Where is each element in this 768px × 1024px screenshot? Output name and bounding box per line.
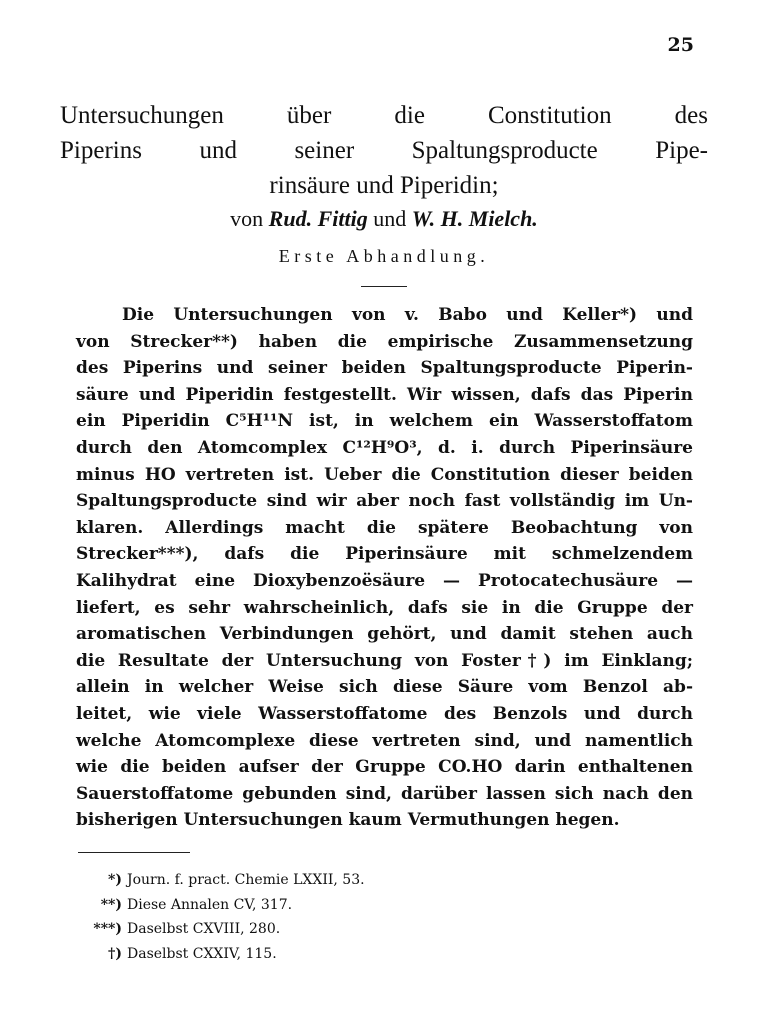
- title-line-2: Piperins und seiner Spaltungsproducte Pipe-: [60, 137, 708, 164]
- body-line: bisherigen Untersuchungen kaum Vermuthungen hegen.: [76, 810, 620, 831]
- body-line: aromatischen Verbindungen gehört, und damit stehen auch: [76, 624, 693, 645]
- body-line: durch den Atomcomplex C¹²H⁹O³, d. i. durch Piperinsäure: [76, 437, 693, 458]
- footnote-text: Journ. f. pract. Chemie LXXII, 53.: [127, 872, 365, 888]
- body-line: allein in welcher Weise sich diese Säure vom Benzol ab-: [76, 677, 693, 698]
- author-line: [60, 206, 708, 232]
- footnote-text: Daselbst CXXIV, 115.: [127, 945, 277, 962]
- body-line: leitet, wie viele Wasserstoffatome des Benzols und durch: [76, 703, 693, 724]
- footnote-mark: ***): [93, 921, 122, 937]
- title-line-1: Untersuchungen über die Constitution des: [60, 102, 708, 129]
- author-conjunction: und: [373, 206, 407, 231]
- body-line: Sauerstoffatome gebunden sind, darüber lassen sich nach den: [76, 783, 693, 804]
- title-divider: [361, 286, 407, 287]
- footnote: [60, 893, 660, 918]
- footnote-mark: *): [108, 872, 122, 888]
- body-paragraph: [76, 302, 693, 834]
- body-line: Die Untersuchungen von v. Babo und Keller*) und: [122, 305, 693, 325]
- body-line: welche Atomcomplexe diese vertreten sind, und namentlich: [76, 730, 693, 751]
- footnote-mark: **): [100, 896, 122, 913]
- body-line: Spaltungsproducte sind wir aber noch fast vollständig im Un-: [76, 491, 693, 512]
- author-name-2: W. H. Mielch.: [411, 206, 538, 231]
- body-line: des Piperins und seiner beiden Spaltungsproducte Piperin-: [76, 358, 693, 379]
- footnote: [60, 942, 660, 967]
- body-line: minus HO vertreten ist. Ueber die Constitution dieser beiden: [76, 464, 693, 485]
- footnote-mark: †): [108, 945, 122, 962]
- footnote: [60, 917, 660, 942]
- footnote: [60, 868, 660, 893]
- body-line: die Resultate der Untersuchung von Foster†) im Einklang;: [76, 650, 693, 671]
- author-name-1: Rud. Fittig: [268, 206, 368, 231]
- article-title: [60, 98, 708, 203]
- footnotes: [60, 868, 660, 966]
- body-line: ein Piperidin C⁵H¹¹N ist, in welchem ein Wasserstoffatom: [76, 411, 693, 432]
- body-line: säure und Piperidin festgestellt. Wir wissen, dafs das Piperin: [76, 384, 693, 405]
- body-line: Strecker***), dafs die Piperinsäure mit schmelzendem: [76, 544, 693, 565]
- page-number: 25: [667, 34, 694, 56]
- body-line: von Strecker**) haben die empirische Zusammensetzung: [76, 331, 693, 352]
- footnote-text: Daselbst CXVIII, 280.: [127, 921, 281, 937]
- author-prefix: von: [230, 206, 264, 231]
- body-line: wie die beiden aufser der Gruppe CO.HO darin enthaltenen: [76, 757, 693, 778]
- body-line: klaren. Allerdings macht die spätere Beobachtung von: [76, 517, 693, 538]
- body-line: Kalihydrat eine Dioxybenzoësäure — Protocatechusäure —: [76, 570, 693, 591]
- body-line: liefert, es sehr wahrscheinlich, dafs sie in die Gruppe der: [76, 597, 693, 618]
- title-line-3: rinsäure und Piperidin;: [269, 172, 499, 199]
- footnote-text: Diese Annalen CV, 317.: [127, 896, 293, 913]
- footnote-divider: [78, 852, 190, 853]
- section-subtitle: Erste Abhandlung.: [278, 246, 490, 266]
